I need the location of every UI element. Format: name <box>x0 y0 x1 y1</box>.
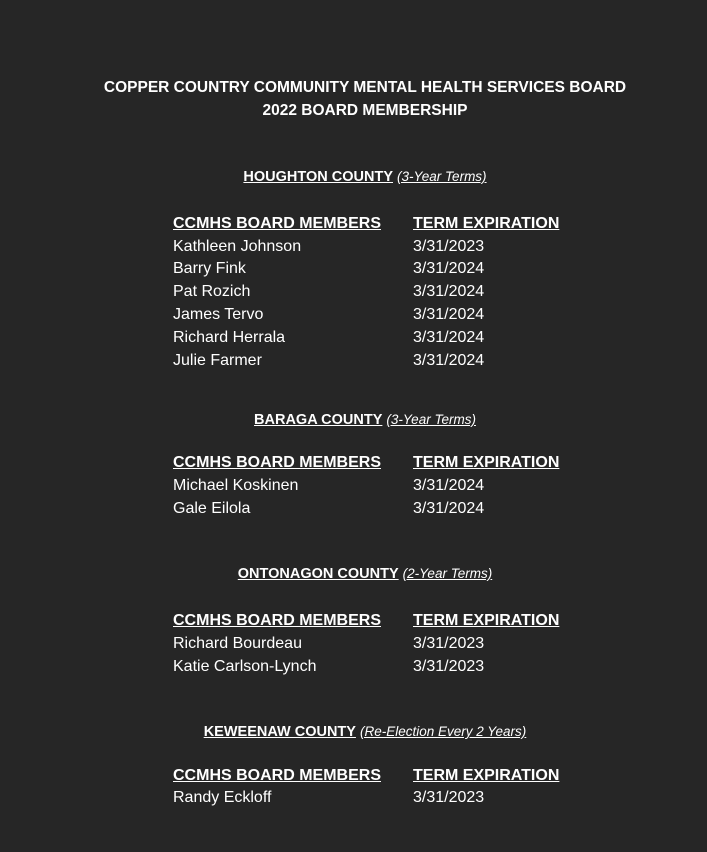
expiration-column-header: TERM EXPIRATION <box>413 454 560 471</box>
member-name: Katie Carlson-Lynch <box>173 658 317 675</box>
county-heading-baraga <box>0 410 707 430</box>
member-row <box>173 786 593 809</box>
expiration-column-header: TERM EXPIRATION <box>413 215 560 232</box>
members-column-header: CCMHS BOARD MEMBERS <box>173 767 381 784</box>
table-header-row <box>173 451 593 474</box>
county-heading-houghton <box>0 167 707 187</box>
member-row <box>173 632 593 655</box>
expiration-column-header: TERM EXPIRATION <box>413 612 560 629</box>
member-name: Randy Eckloff <box>173 789 272 806</box>
county-name: ONTONAGON COUNTY <box>237 566 399 582</box>
member-row <box>173 303 593 326</box>
county-name: HOUGHTON COUNTY <box>243 169 393 185</box>
member-term-expiration: 3/31/2024 <box>413 306 485 323</box>
member-name: Barry Fink <box>173 260 246 277</box>
table-header-row <box>173 764 593 787</box>
member-row <box>173 235 593 258</box>
county-term-note: (3-Year Terms) <box>397 169 487 184</box>
members-column-header: CCMHS BOARD MEMBERS <box>173 215 381 232</box>
member-name: Kathleen Johnson <box>173 238 302 255</box>
county-term-note: (2-Year Terms) <box>402 566 493 581</box>
county-heading-keweenaw <box>0 722 707 742</box>
member-row <box>173 497 593 520</box>
member-term-expiration: 3/31/2024 <box>413 283 485 300</box>
member-row <box>173 280 593 303</box>
member-term-expiration: 3/31/2023 <box>413 658 485 675</box>
county-term-note: (Re-Election Every 2 Years) <box>359 724 527 739</box>
member-row <box>173 349 593 372</box>
member-name: Pat Rozich <box>173 283 251 300</box>
member-term-expiration: 3/31/2023 <box>413 635 485 652</box>
member-term-expiration: 3/31/2023 <box>413 789 485 806</box>
member-term-expiration: 3/31/2024 <box>413 260 485 277</box>
county-name: KEWEENAW COUNTY <box>203 724 356 740</box>
expiration-column-header: TERM EXPIRATION <box>413 767 560 784</box>
member-name: James Tervo <box>173 306 264 323</box>
member-term-expiration: 3/31/2023 <box>413 238 485 255</box>
member-row <box>173 474 593 497</box>
member-term-expiration: 3/31/2024 <box>413 477 485 494</box>
member-row <box>173 257 593 280</box>
member-name: Michael Koskinen <box>173 477 299 494</box>
table-header-row <box>173 212 593 235</box>
document-title-line-2: 2022 BOARD MEMBERSHIP <box>262 102 468 119</box>
county-heading-ontonagon <box>0 564 707 584</box>
member-name: Richard Herrala <box>173 329 286 346</box>
member-term-expiration: 3/31/2024 <box>413 329 485 346</box>
member-name: Julie Farmer <box>173 352 262 369</box>
county-term-note: (3-Year Terms) <box>386 412 476 427</box>
members-column-header: CCMHS BOARD MEMBERS <box>173 612 381 629</box>
county-name: BARAGA COUNTY <box>254 412 383 428</box>
member-term-expiration: 3/31/2024 <box>413 352 485 369</box>
member-name: Gale Eilola <box>173 500 251 517</box>
member-term-expiration: 3/31/2024 <box>413 500 485 517</box>
member-name: Richard Bourdeau <box>173 635 302 652</box>
table-header-row <box>173 609 593 632</box>
members-column-header: CCMHS BOARD MEMBERS <box>173 454 381 471</box>
member-row <box>173 655 593 678</box>
document-title-line-1: COPPER COUNTRY COMMUNITY MENTAL HEALTH SERVICES BOARD <box>103 79 627 96</box>
member-row <box>173 326 593 349</box>
